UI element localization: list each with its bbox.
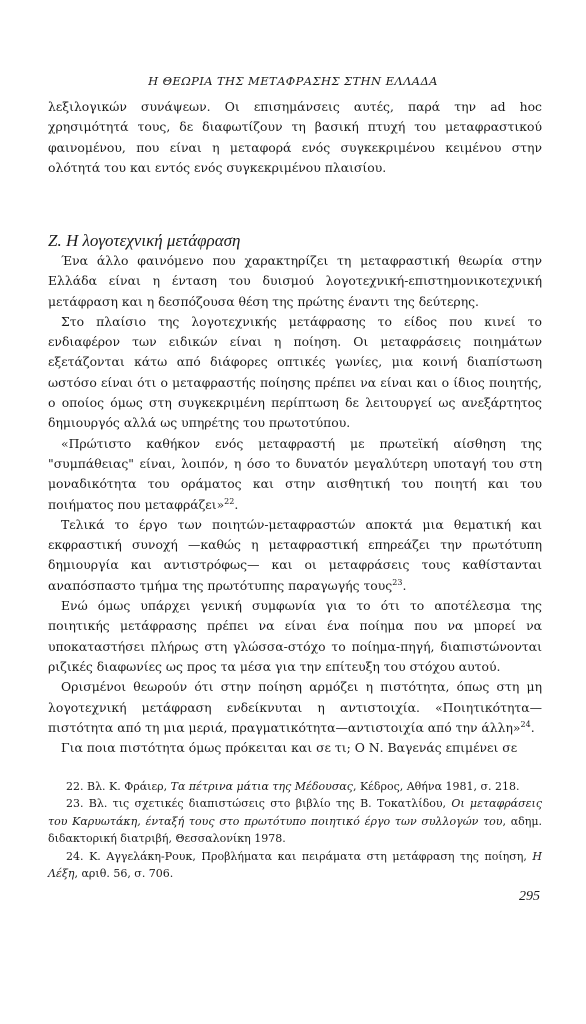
footnotes: [48, 778, 542, 882]
footnote-ref-24[interactable]: 24: [520, 719, 531, 729]
paragraph-5: Ενώ όμως υπάρχει γενική συμφωνία για το ότι το αποτέλεσμα της ποιητικής μετάφρασης πρέπει να είναι ένα ποίημα που να μπορεί να υποκαταστήσει πλήρως στη γλώσσα-στόχο το ποίημα-πηγή, διαπιστώνονται ριζικές διαφωνίες ως προς τα μέσα για την επίτευξη του στόχου αυτού.: [48, 598, 542, 674]
paragraph-3: [48, 434, 542, 515]
section-heading: Ζ. Η λογοτεχνική μετάφραση: [48, 231, 241, 250]
footnote-ref-23[interactable]: 23: [392, 577, 403, 587]
footnote-22-post: , Κέδρος, Αθήνα 1981, σ. 218.: [352, 780, 520, 793]
paragraph-6-text: Ορισμένοι θεωρούν ότι στην ποίηση αρμόζει η πιστότητα, όπως στη μη λογοτεχνική μετάφραση ενδείκνυται η αντιστοιχία. «Ποιητικότητα—πιστότητα από τη μια μεριά, πραγματικότητα—αντιστοιχία από την άλλη»: [48, 679, 542, 735]
page-number: 295: [519, 889, 540, 904]
footnote-24-title: Η Λέξη: [48, 849, 542, 881]
paragraph-2: Στο πλαίσιο της λογοτεχνικής μετάφρασης το είδος που κινεί το ενδιαφέρον των ειδικών είναι η ποίηση. Οι μεταφράσεις ποιημάτων εξετάζονται κάτω από διάφορες οπτικές γωνίες, μια κοινή διαπίστωση ωστόσο είναι ότι ο μεταφραστής ποίησης πρέπει να είναι και ο ίδιος ποιητής, ο οποίος όμως στη συγκεκριμένη περίπτωση δε λειτουργεί ως ανεξάρτητος δημιουργός αλλά ως υπηρέτης του πρωτοτύπου.: [48, 313, 542, 431]
paragraph-3-end: .: [234, 496, 239, 512]
paragraph-1: Ένα άλλο φαινόμενο που χαρακτηρίζει τη μεταφραστική θεωρία στην Ελλάδα είναι η ένταση του δυισμού λογοτεχνική-επιστημονικοτεχνική μετάφραση και η δεσπόζουσα θέση της πρώτης έναντι της δεύτερης.: [48, 253, 542, 309]
footnote-24: [48, 848, 542, 883]
paragraph-6: [48, 677, 542, 738]
continued-paragraph: λεξιλογικών συνάψεων. Οι επισημάνσεις αυτές, παρά την ad hoc χρησιμότητά τους, δε διαφωτίζουν τη βασική πτυχή του μεταφραστικού φαινομένου, που είναι η μεταφορά ενός συγκεκριμένου κειμένου στην ολότητά του και εντός ενός συγκεκριμένου πλαισίου.: [48, 99, 542, 175]
paragraph-6-end: .: [530, 719, 535, 735]
paragraph-4-text: Τελικά το έργο των ποιητών-μεταφραστών αποκτά μια θεματική και εκφραστική συνοχή —καθώς η μεταφραστική επηρεάζει την πρωτότυπη δημιουργία και αντιστρόφως— και οι μεταφράσεις τους καθίστανται αναπόσπαστο τμήμα της πρωτότυπης παραγωγής τους: [48, 516, 542, 593]
footnote-22-pre: 22. Βλ. Κ. Φράιερ,: [66, 780, 171, 793]
footnote-ref-22[interactable]: 22: [224, 496, 235, 506]
continued-paragraph-block: [48, 97, 542, 178]
footnote-23-title: Οι μεταφράσεις του Καρυωτάκη, ένταξή τους στο πρωτότυπο ποιητικό έργο των συλλογών του: [48, 797, 542, 828]
paragraph-3-text: «Πρώτιστο καθήκον ενός μεταφραστή με πρωτεϊκή αίσθηση της "συμπάθειας" είναι, λοιπόν, η όσο το δυνατόν μεγαλύτερη υποταγή του στη μοναδικότητα του οράματος και στην αισθητική του ποιητή και του ποιήματος που μεταφράζει»: [48, 435, 542, 512]
footnote-23-pre: 23. Βλ. τις σχετικές διαπιστώσεις στο βιβλίο της Β. Τοκατλίδου,: [66, 797, 452, 811]
footnote-24-pre: 24. Κ. Αγγελάκη-Ρουκ, Προβλήματα και πειράματα στη μετάφραση της ποίηση,: [66, 849, 533, 863]
footnote-22: [48, 778, 542, 795]
running-head: Η ΘΕΩΡΙΑ ΤΗΣ ΜΕΤΑΦΡΑΣΗΣ ΣΤΗΝ ΕΛΛΑΔΑ: [148, 74, 438, 88]
paragraph-7: Για ποια πιστότητα όμως πρόκειται και σε τι; Ο Ν. Βαγενάς επιμένει σε: [61, 740, 518, 756]
paragraph-4-end: .: [402, 577, 407, 593]
section-body: [48, 251, 542, 758]
footnote-22-title: Τα πέτρινα μάτια της Μέδουσας: [170, 780, 353, 793]
footnote-24-post: , αριθ. 56, σ. 706.: [74, 867, 174, 881]
footnote-23: [48, 795, 542, 847]
paragraph-4: [48, 515, 542, 596]
footnote-23-post: , αδημ. διδακτορική διατριβή, Θεσσαλονίκη 1978.: [48, 814, 542, 846]
